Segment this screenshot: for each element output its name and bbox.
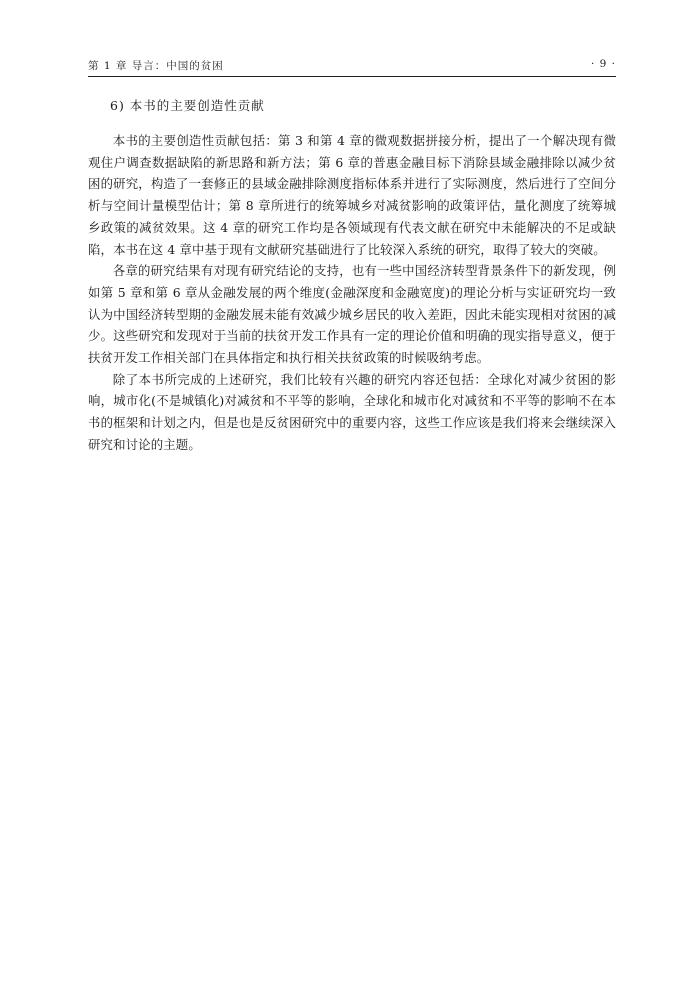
section-title: 6) 本书的主要创造性贡献 bbox=[110, 98, 265, 113]
page-number: · 9 · bbox=[590, 58, 616, 70]
running-header bbox=[88, 56, 616, 77]
paragraph-findings: 各章的研究结果有对现有研究结论的支持，也有一些中国经济转型背景条件下的新发现，例如第 5 章和第 6 章从金融发展的两个维度(金融深度和金融宽度)的理论分析与实证研究均一致认为中国经济转型期的金融发展未能有效减少城乡居民的收入差距，因此未能实现相对贫困的减少。这些研究和发现对于当前的扶贫开发工作具有一定的理论价值和明确的现实指导意义，便于扶贫开发工作相关部门在具体指定和执行相关扶贫政策的时候吸纳考虑。 bbox=[88, 263, 616, 366]
paragraph-future-work: 除了本书所完成的上述研究，我们比较有兴趣的研究内容还包括：全球化对减少贫困的影响，城市化(不是城镇化)对减贫和不平等的影响，全球化和城市化对减贫和不平等的影响不在本书的框架和计划之内，但是也是反贫困研究中的重要内容，这些工作应该是我们将来会继续深入研究和讨论的主题。 bbox=[88, 371, 616, 452]
paragraph-contributions: 本书的主要创造性贡献包括：第 3 和第 4 章的微观数据拼接分析，提出了一个解决现有微观住户调查数据缺陷的新思路和新方法；第 6 章的普惠金融目标下消除县域金融排除以减少贫困的研究，构造了一套修正的县域金融排除测度指标体系并进行了实际测度，然后进行了空间分析与空间计量模型估计；第 8 章所进行的统筹城乡对减贫影响的政策评估，量化测度了统筹城乡政策的减贫效果。这 4 章的研究工作均是各领域现有代表文献在研究中未能解决的不足或缺陷，本书在这 4 章中基于现有文献研究基础进行了比较深入系统的研究，取得了较大的突破。 bbox=[88, 133, 616, 257]
page-body bbox=[88, 96, 616, 456]
chapter-title: 第 1 章 导言：中国的贫困 bbox=[88, 60, 224, 72]
